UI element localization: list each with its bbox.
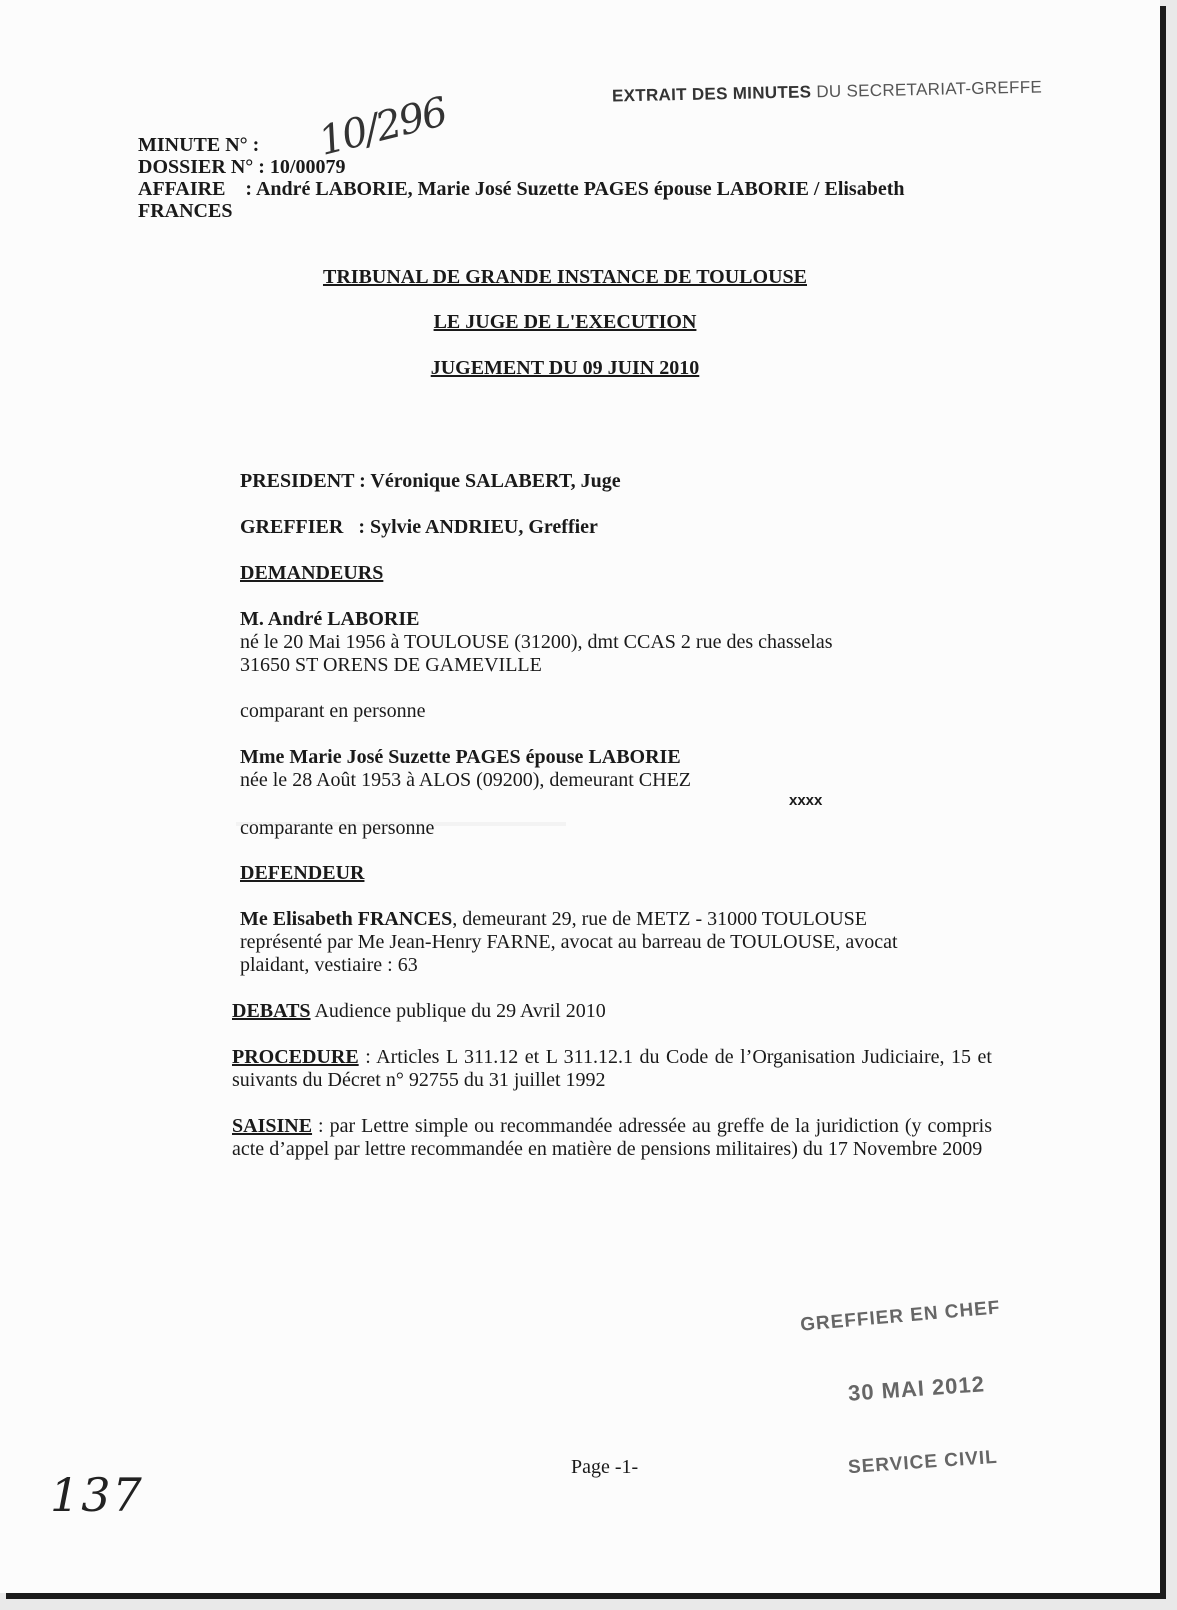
affaire-line: AFFAIRE : André LABORIE, Marie José Suzette PAGES épouse LABORIE / Elisabeth xyxy=(138,178,905,200)
demandeur1-presence: comparant en personne xyxy=(240,700,426,722)
procedure-paragraph: PROCEDURE : Articles L 311.12 et L 311.12.1 du Code de l’Organisation Judiciaire, 15 et suivants du Décret n° 92755 du 31 juillet 1992 xyxy=(232,1046,992,1091)
juge-title: LE JUGE DE L'EXECUTION xyxy=(433,311,697,333)
defendeur-line3: plaidant, vestiaire : 63 xyxy=(240,954,418,976)
saisine-paragraph: SAISINE : par Lettre simple ou recommandée adressée au greffe de la juridiction (y compris acte d’appel par lettre recommandée en matière de pensions militaires) du 17 Novembre 2009 xyxy=(232,1115,992,1160)
debats-line: DEBATS Audience publique du 29 Avril 2010 xyxy=(232,1000,606,1022)
defendeur-heading: DEFENDEUR xyxy=(240,862,365,884)
demandeur1-line1: né le 20 Mai 1956 à TOULOUSE (31200), dmt CCAS 2 rue des chasselas xyxy=(240,631,833,653)
defendeur-line1: Me Elisabeth FRANCES, demeurant 29, rue de METZ - 31000 TOULOUSE xyxy=(240,908,867,930)
demandeur2-presence: comparante en personne xyxy=(240,817,435,839)
date-stamp: 30 MAI 2012 xyxy=(847,1371,986,1406)
extrait-stamp: EXTRAIT DES MINUTES DU SECRETARIAT-GREFFE xyxy=(611,77,1043,106)
jugement-title: JUGEMENT DU 09 JUIN 2010 xyxy=(430,357,700,379)
redacted-address: xxxx xyxy=(789,792,823,809)
dossier-line: DOSSIER N° : 10/00079 xyxy=(138,156,346,178)
demandeurs-heading: DEMANDEURS xyxy=(240,562,384,584)
greffier-en-chef-stamp: GREFFIER EN CHEF xyxy=(799,1297,1002,1336)
defendeur-line2: représenté par Me Jean-Henry FARNE, avocat au barreau de TOULOUSE, avocat xyxy=(240,931,898,953)
demandeur1-line2: 31650 ST ORENS DE GAMEVILLE xyxy=(240,654,542,676)
page-number: Page -1- xyxy=(571,1456,639,1478)
president-line: PRESIDENT : Véronique SALABERT, Juge xyxy=(240,470,621,492)
demandeur2-name: Mme Marie José Suzette PAGES épouse LABORIE xyxy=(240,746,681,768)
demandeur2-line1: née le 28 Août 1953 à ALOS (09200), demeurant CHEZ xyxy=(240,769,692,791)
service-civil-stamp: SERVICE CIVIL xyxy=(847,1446,999,1479)
handwritten-page-number: 137 xyxy=(50,1468,144,1522)
tribunal-title: TRIBUNAL DE GRANDE INSTANCE DE TOULOUSE xyxy=(322,266,807,288)
affaire-line-cont: FRANCES xyxy=(138,200,233,222)
greffier-line: GREFFIER : Sylvie ANDRIEU, Greffier xyxy=(240,516,598,538)
demandeur1-name: M. André LABORIE xyxy=(240,608,420,630)
minute-line: MINUTE N° : xyxy=(138,134,260,156)
minute-handwritten: 10/296 xyxy=(314,89,451,165)
